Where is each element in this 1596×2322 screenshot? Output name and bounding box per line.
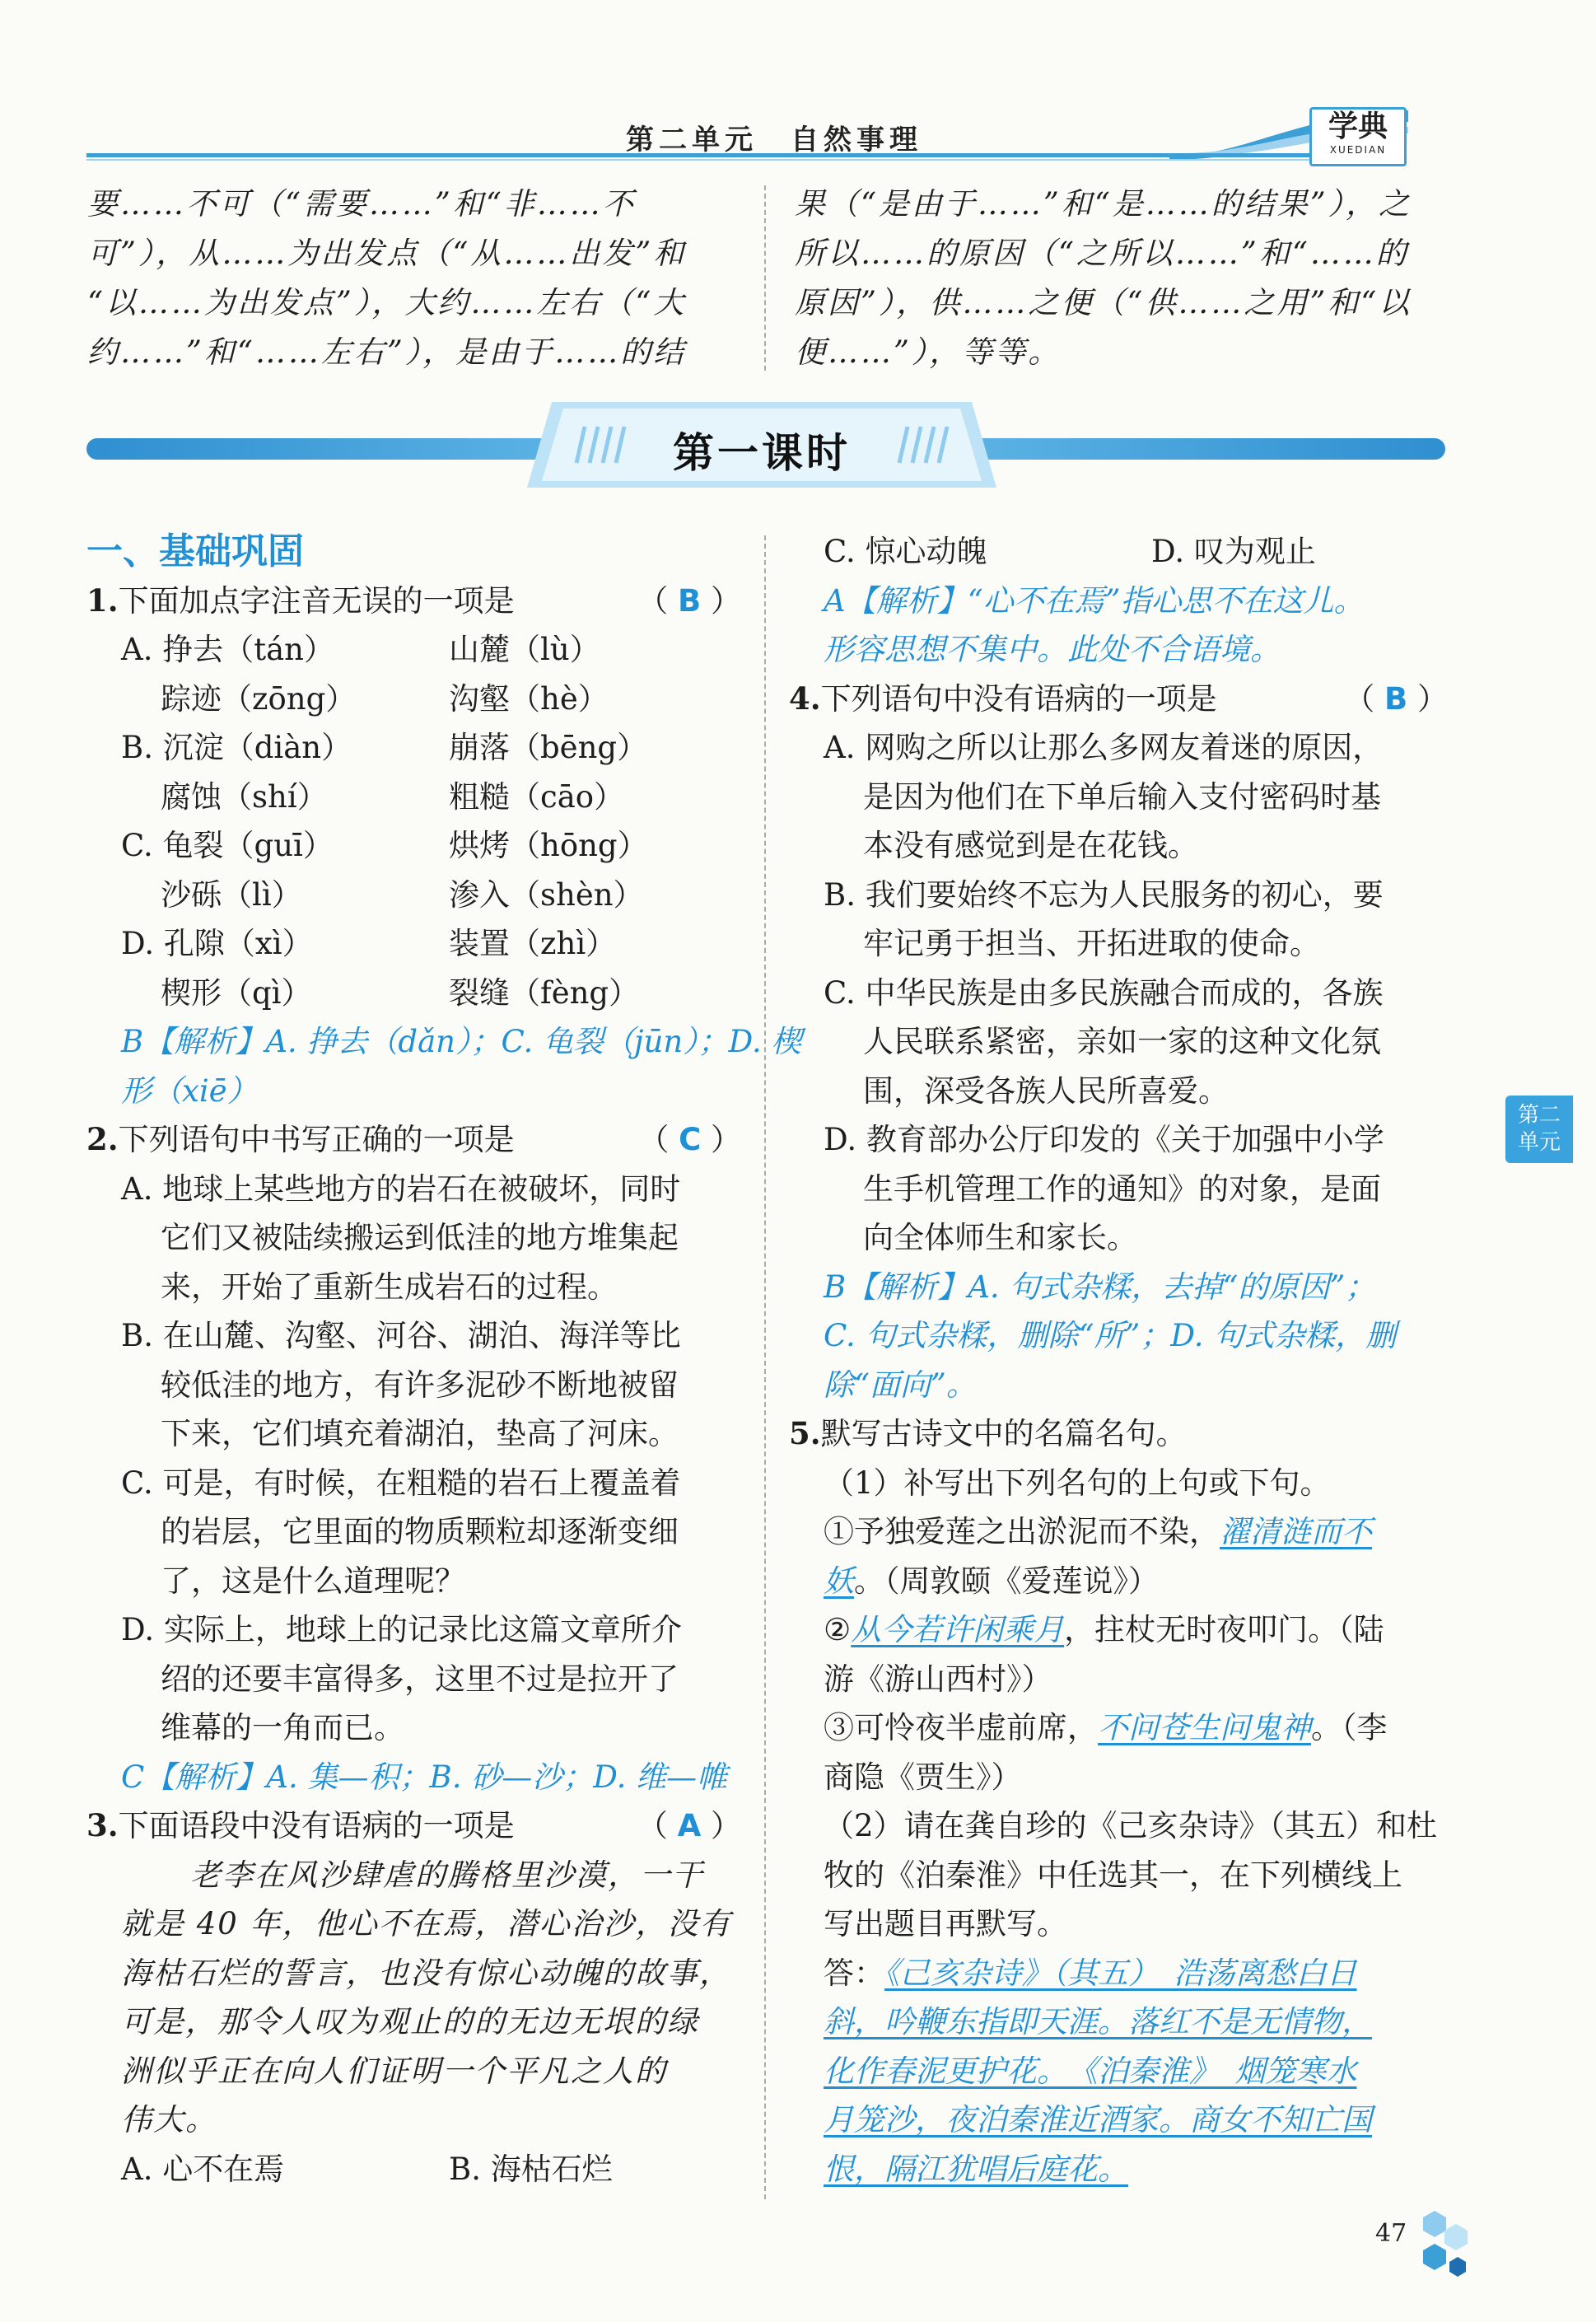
q3-passage-line: 就是 40 年，他心不在焉，潜心治沙，没有 xyxy=(121,1906,732,1941)
q5-sub1: （1）补写出下列名句的上句或下句。 xyxy=(824,1465,1331,1501)
q5-answer-line xyxy=(789,2047,1448,2096)
answer-bracket: （ C ） xyxy=(638,1122,741,1157)
q3-passage-line: 老李在风沙肆虐的腾格里沙漠，一干 xyxy=(190,1857,704,1893)
question-4-stem: 4.下列语句中没有语病的一项是 （ B ） xyxy=(789,675,1448,724)
q1-option-row: A. 挣去（tán） 山麓（lù） xyxy=(121,632,600,667)
question-3-stem: 3.下面语段中没有语病的一项是 （ A ） xyxy=(86,1801,741,1851)
q5-item1-cont: 妖。（周敦颐《爱莲说》） xyxy=(824,1563,1159,1599)
q5-answer-line xyxy=(789,2095,1448,2145)
q3-passage-line: 可是，那令人叹为观止的的无边无垠的绿 xyxy=(121,2004,699,2039)
q5-sub2: （2）请在龚自珍的《己亥杂诗》（其五）和杜 xyxy=(824,1808,1438,1843)
q2-option-line: 绍的还要丰富得多，这里不过是拉开了 xyxy=(161,1661,679,1697)
q2-option-line: 了，这是什么道理呢？ xyxy=(161,1563,465,1599)
q1-option-row: 沙砾（lì） 渗入（shèn） xyxy=(161,876,644,913)
fill-answer: 化作春泥更护花。 《泊秦淮》 烟笼寒水 xyxy=(824,2053,1357,2089)
q1-option-row: 踪迹（zōng） 沟壑（hè） xyxy=(161,680,609,717)
hexagon-decoration-icon xyxy=(1410,2208,1484,2282)
q3-passage-line: 伟大。 xyxy=(121,2102,217,2137)
section-title: 一、基础巩固 xyxy=(86,530,304,572)
q2-option-line: 下来，它们填充着湖泊，垫高了河床。 xyxy=(161,1416,679,1451)
answer-bracket: （ A ） xyxy=(637,1808,741,1843)
fill-answer: 濯清涟而不 xyxy=(1220,1514,1372,1549)
q1-option-row: C. 龟裂（guī） 烘烤（hōng） xyxy=(121,828,648,863)
header-rule-light xyxy=(86,159,1314,161)
answer-bracket: （ B ） xyxy=(637,582,741,619)
question-1-stem: 1.下面加点字注音无误的一项是 （ B ） xyxy=(86,577,741,626)
q1-analysis: 形（xiē） xyxy=(121,1072,258,1109)
q5-answer-line xyxy=(789,1997,1448,2047)
q4-analysis: 除“面向”。 xyxy=(824,1367,977,1403)
intro-left-column: 要……不可（“需要……”和“非……不 可”），从……为出发点（“从……出发”和 “以……为出发点”），大约……左右（“大 约……”和“……左右”），是由于……的结 xyxy=(87,186,687,370)
intro-column-divider xyxy=(764,185,766,371)
q2-option-line: A. 地球上某些地方的岩石在被破坏，同时 xyxy=(121,1170,681,1207)
q2-option-line: 它们又被陆续搬运到低洼的地方堆集起 xyxy=(161,1220,679,1255)
q5-sub2: 写出题目再默写。 xyxy=(824,1906,1067,1941)
q2-option-line: 的岩层，它里面的物质颗粒却逐渐变细 xyxy=(161,1514,679,1549)
q2-option-line: 维幕的一角而已。 xyxy=(161,1710,404,1745)
q5-item2-cont: 游《游山西村》） xyxy=(824,1661,1052,1697)
q3-option-row: C. 惊心动魄 D. 叹为观止 xyxy=(824,534,1316,569)
q4-analysis: B【解析】A. 句式杂糅，去掉“的原因”； xyxy=(824,1268,1376,1305)
xuedian-logo: 学典 XUEDIAN xyxy=(1309,107,1407,166)
q3-analysis: 形容思想不集中。此处不合语境。 xyxy=(824,632,1281,667)
left-column xyxy=(86,527,802,2194)
unit-title: 第二单元 自然事理 xyxy=(626,124,922,157)
right-column xyxy=(789,527,1448,2194)
q1-option-row: 腐蚀（shí） 粗糙（cāo） xyxy=(161,778,625,815)
answer-letter: B xyxy=(1384,680,1408,717)
intro-right-column: 果（“是由于……”和“是……的结果”），之 所以……的原因（“之所以……”和“……的 原因”），供……之便（“供……之用”和“以 便……”），等等。 xyxy=(795,186,1412,370)
q4-option-line: D. 教育部办公厅印发的《关于加强中小学 xyxy=(824,1122,1384,1157)
q4-option-line: 是因为他们在下单后输入支付密码时基 xyxy=(863,778,1381,815)
q4-option-line: B. 我们要始终不忘为人民服务的初心，要 xyxy=(824,876,1384,913)
fill-answer: 妖 xyxy=(824,1563,854,1599)
q4-option-line: A. 网购之所以让那么多网友着迷的原因， xyxy=(824,730,1384,765)
q5-sub2: 牧的《泊秦淮》中任选其一，在下列横线上 xyxy=(824,1857,1402,1893)
question-2-stem: 2.下列语句中书写正确的一项是 （ C ） xyxy=(86,1115,741,1165)
q4-analysis: C. 句式杂糅，删除“所”；D. 句式杂糅，删 xyxy=(824,1318,1397,1353)
answer-letter: A xyxy=(677,1808,702,1843)
q3-passage-line: 海枯石烂的誓言，也没有惊心动魄的故事， xyxy=(121,1955,731,1991)
q3-option-row: A. 心不在焉 B. 海枯石烂 xyxy=(121,2151,613,2187)
q1-option-row: B. 沉淀（diàn） 崩落（bēng） xyxy=(121,730,648,765)
q2-option-line: D. 实际上，地球上的记录比这篇文章所介 xyxy=(121,1612,682,1647)
answer-letter: B xyxy=(678,582,702,619)
q4-option-line: C. 中华民族是由多民族融合而成的，各族 xyxy=(824,974,1384,1011)
answer-letter: C xyxy=(679,1122,702,1157)
q4-option-line: 人民联系紧密，亲如一家的这种文化氛 xyxy=(863,1024,1381,1059)
fill-answer: 月笼沙，夜泊秦淮近酒家。商女不知亡国 xyxy=(824,2102,1372,2137)
q3-analysis: A【解析】“心不在焉”指心思不在这儿。 xyxy=(824,582,1365,619)
q1-option-row: 楔形（qì） 裂缝（fèng） xyxy=(161,974,640,1011)
q4-option-line: 生手机管理工作的通知》的对象，是面 xyxy=(863,1170,1381,1207)
fill-answer: 斜，吟鞭东指即天涯。落红不是无情物， xyxy=(824,2004,1372,2039)
q4-option-line: 本没有感觉到是在花钱。 xyxy=(863,828,1198,863)
q5-answer-line: 答：《己亥杂诗》（其五） 浩荡离愁白日 xyxy=(824,1955,1357,1991)
q2-option-line: B. 在山麓、沟壑、河谷、湖泊、海洋等比 xyxy=(121,1318,681,1353)
fill-answer: 《己亥杂诗》（其五） 浩荡离愁白日 xyxy=(884,1955,1357,1991)
q5-item3: ③可怜夜半虚前席，不问苍生问鬼神。（李 xyxy=(824,1710,1388,1745)
q2-analysis: C【解析】A. 集—积；B. 砂—沙；D. 维—帷 xyxy=(121,1759,728,1795)
q4-option-line: 牢记勇于担当、开拓进取的使命。 xyxy=(863,926,1320,961)
question-5-stem: 5.默写古诗文中的名篇名句。 xyxy=(789,1415,1187,1451)
q4-option-line: 围，深受各族人民所喜爱。 xyxy=(863,1072,1229,1109)
q4-option-line: 向全体师生和家长。 xyxy=(863,1220,1137,1255)
unit-side-tab: 第二 单元 xyxy=(1505,1096,1573,1163)
q1-analysis: B【解析】A. 挣去（dǎn）；C. 龟裂（jūn）；D. 楔 xyxy=(121,1024,802,1059)
q5-item2: ②从今若许闲乘月，拄杖无时夜叩门。（陆 xyxy=(824,1612,1384,1647)
fill-answer: 恨，隔江犹唱后庭花。 xyxy=(824,2151,1128,2187)
q2-option-line: 较低洼的地方，有许多泥砂不断地被留 xyxy=(161,1367,679,1403)
fill-answer: 从今若许闲乘月 xyxy=(851,1612,1065,1647)
q5-answer-line xyxy=(789,2145,1448,2194)
q2-option-line: C. 可是，有时候，在粗糙的岩石上覆盖着 xyxy=(121,1465,681,1501)
q2-option-line: 来，开始了重新生成岩石的过程。 xyxy=(161,1268,618,1305)
q1-option-row: D. 孔隙（xì） 装置（zhì） xyxy=(121,926,617,961)
q5-item1: ①予独爱莲之出淤泥而不染，濯清涟而不 xyxy=(824,1514,1372,1549)
lesson-title: 第一课时 xyxy=(673,429,851,477)
fill-answer: 不问苍生问鬼神 xyxy=(1098,1710,1311,1745)
q5-item3-cont: 商隐《贾生》） xyxy=(824,1759,1022,1795)
column-divider xyxy=(764,535,766,2199)
answer-bracket: （ B ） xyxy=(1344,680,1448,717)
q3-passage-line: 洲似乎正在向人们证明一个平凡之人的 xyxy=(121,2053,667,2089)
page-number: 47 xyxy=(1375,2219,1407,2248)
